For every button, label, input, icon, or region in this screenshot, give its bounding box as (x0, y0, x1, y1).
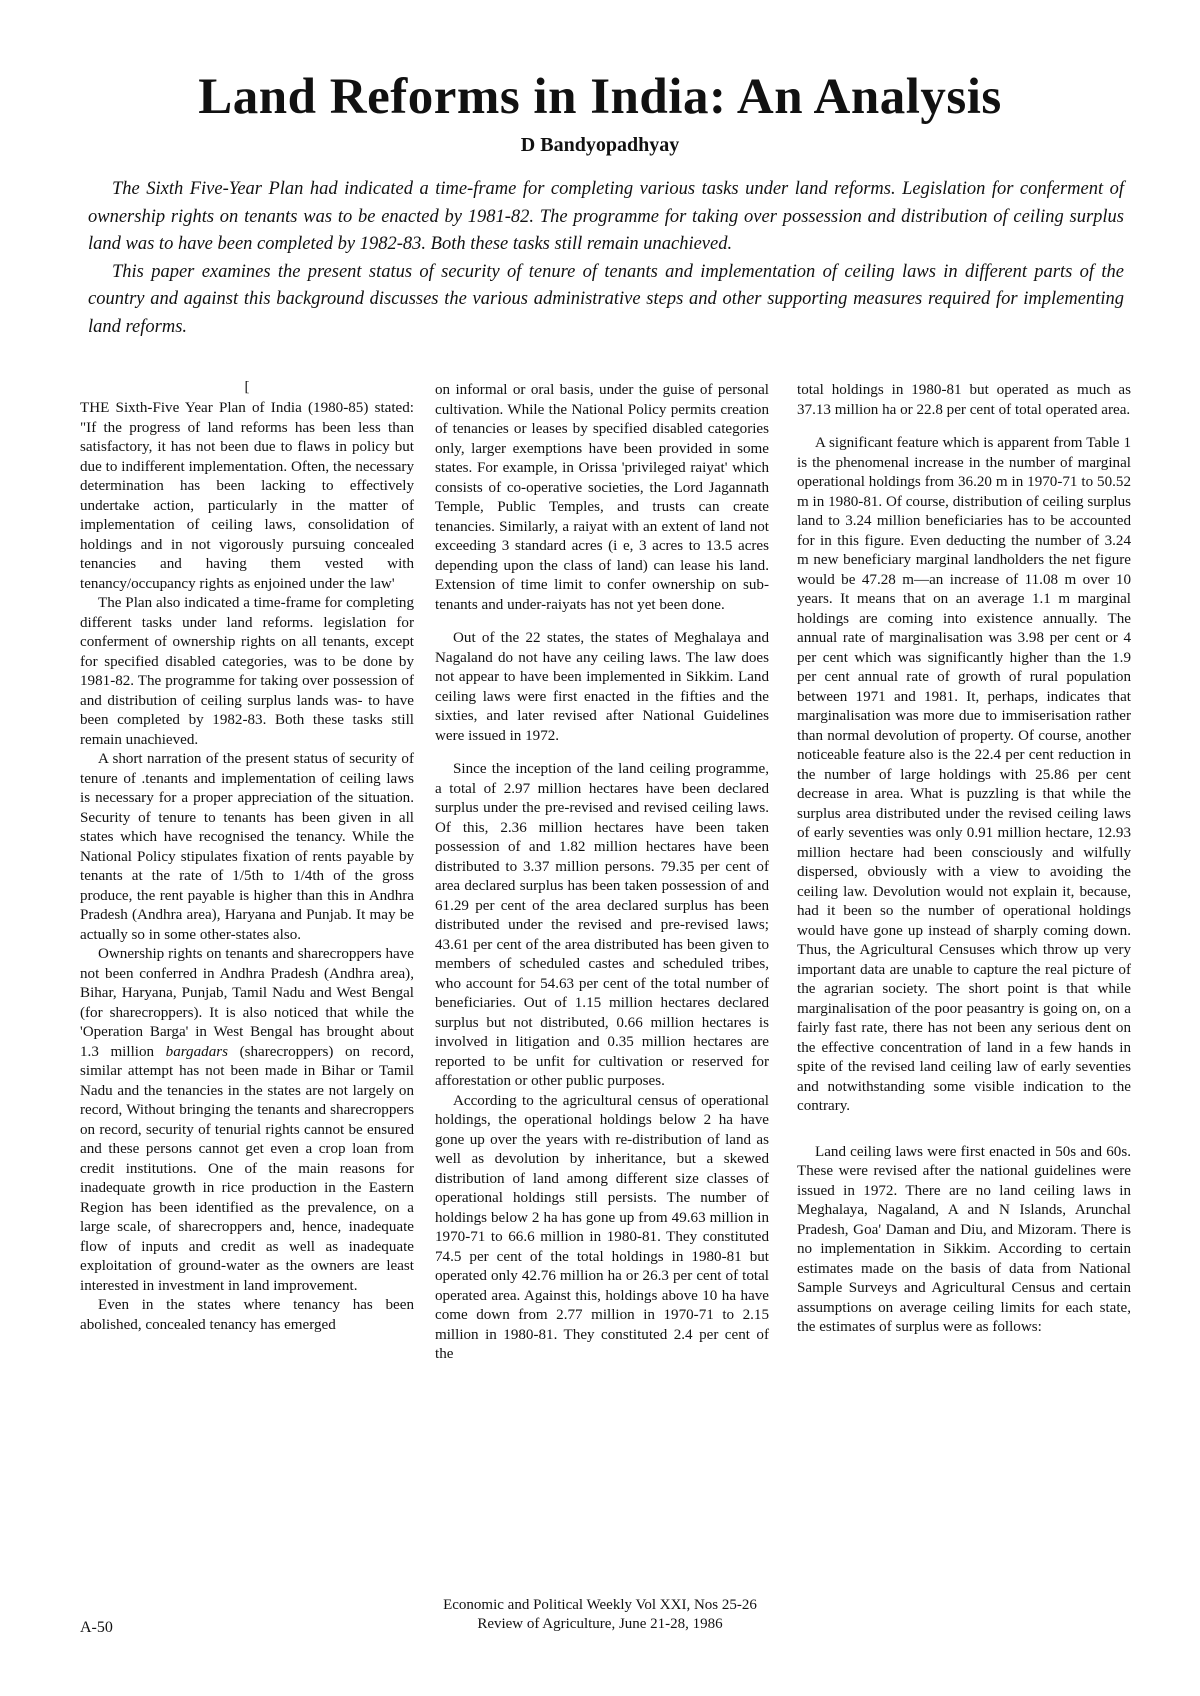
journal-line: Economic and Political Weekly Vol XXI, Nos 25-26 (443, 1597, 757, 1613)
abstract-paragraph: The Sixth Five-Year Plan had indicated a time-frame for completing various tasks under land reforms. Legislation for conferment of ownership rights on tenants was to be enacted by 1981-82. The programme for taking over possession and distribution of ceiling surplus land was to have been completed by 1982-83. Both these tasks still remain unachieved. (88, 179, 1124, 255)
body-column-2 (435, 381, 769, 1365)
body-text: (sharecroppers) on record, similar attempt has not been made in Bihar or Tamil Nadu and the tenancies in the states are not largely on record, Without bringing the tenants and sharecroppers on record, security of tenurial rights cannot be ensured and these persons cannot get even a crop loan from credit institutions. One of the main reasons for inadequate growth in rice production in the Eastern Region has been identified as the prevalence, on a large scale, of sharecroppers and, hence, inadequate flow of inputs and credit as well as inadequate exploitation of ground-water as the owners are least interested in investment in land improvement. (80, 1043, 414, 1294)
bracket-mark: [ (244, 379, 250, 395)
body-paragraph: According to the agricultural census of operational holdings, the operational holdings below 2 ha have gone up over the years with re-distribution of land as well as devolution by inheritance, but a skewed distribution of land among different size classes of operational holdings still persists. The number of holdings below 2 ha has gone up from 49.63 million in 1970-71 to 66.6 million in 1980-81. They constituted 74.5 per cent of the total holdings in 1980-81 but operated only 42.76 million ha or 26.3 per cent of total operated area. Against this, holdings above 10 ha have come down from 2.77 million in 1970-71 to 2.15 million in 1980-81. They constituted 2.4 per cent of the (435, 1092, 769, 1362)
body-paragraph (80, 945, 414, 1296)
body-column-1 (80, 377, 414, 1335)
body-paragraph: A short narration of the present status of security of tenure of .tenants and implementation of ceiling laws is necessary for a proper appreciation of the situation. Security of tenure to tenants has been given in all states which have recognised the tenancy. While the National Policy stipulates fixation of rents payable by tenants at the rate of 1/5th to 1/4th of the gross produce, the rent payable is higher than this in Andhra Pradesh (Andhra area), Haryana and Punjab. It may be actually so in some other-states also. (80, 751, 414, 943)
body-paragraph: on informal or oral basis, under the guise of personal cultivation. While the National Policy permits creation of tenancies or leases by specified disabled categories only, larger exemptions have been provided in some states. For example, in Orissa 'privileged raiyat' which consists of co-operative societies, the Lord Jagannath Temple, Public Temples, and trusts can create tenancies. Similarly, a raiyat with an extent of land not exceeding 3 standard acres (i e, 3 acres to 13.5 acres depending upon the class of land) can lease his land. Extension of time limit to confer ownership on sub-tenants and under-raiyats has not yet been done. (435, 382, 769, 613)
body-paragraph: A significant feature which is apparent from Table 1 is the phenomenal increase in the number of marginal operational holdings from 36.20 m in 1970-71 to 50.52 m in 1980-81. Of course, distribution of ceiling surplus land to 3.24 million beneficiaries has to be accounted for in this figure. Even deducting the number of 3.24 m new beneficiary marginal landholders the net figure would be 47.28 m—an increase of 11.08 m over 10 years. It means that on an average 1.1 m marginal holdings are coming into existence annually. The annual rate of marginalisation was 3.98 per cent or 4 per cent which was significantly higher than the 1.9 per cent annual rate of growth of rural population between 1971 and 1981. It, perhaps, indicates that marginalisation was more due to immiserisation rather than normal devolution of property. Of course, another noticeable feature also is the 22.4 per cent reduction in the number of large holdings with 25.86 per cent decrease in area. What is puzzling is that while the surplus area distributed under the revised ceiling laws of early seventies was only 0.91 million hectare, 12.93 million hectare had been consciously and wilfully dispersed, obviously with a view to avoiding the ceiling law. Devolution would not explain it, because, had it been so the number of operational holdings would have gone up instead of sharply coming down. Thus, the Agricultural Censuses which throw up very important data are unable to capture the real picture of the agrarian society. The short point is that while marginalisation of the poor peasantry is going on, on a fairly fast rate, there has not been any serious dent on the effective concentration of land in a few hands in spite of the revised land ceiling law of early seventies and notwithstanding some visible indication to the contrary. (797, 435, 1131, 1114)
italic-term: bargadars (165, 1043, 228, 1060)
body-paragraph: The Plan also indicated a time-frame for completing different tasks under land reforms. legislation for conferment of ownership rights on all tenants, except for specified disabled categories, was to be done by 1981-82. The programme for taking over possession of and distribution of ceiling surplus lands was- to have been completed by 1982-83. Both these tasks still remain unachieved. (80, 595, 414, 748)
abstract (88, 176, 1124, 342)
body-paragraph: total holdings in 1980-81 but operated as much as 37.13 million ha or 22.8 per cent of total operated area. (797, 382, 1131, 418)
article-author: D Bandyopadhyay (520, 134, 680, 156)
journal-footer (0, 1596, 1200, 1634)
abstract-paragraph: This paper examines the present status of security of tenure of tenants and implementation of ceiling laws in different parts of the country and against this background discusses the various administrative steps and other supporting measures required for implementing land reforms. (88, 261, 1124, 337)
body-column-3 (797, 381, 1131, 1338)
body-paragraph: THE Sixth-Five Year Plan of India (1980-85) stated: "If the progress of land reforms has been less than satisfactory, it has not been due to flaws in policy but due to indifferent implementation. Often, the necessary determination has been lacking to effectively undertake action, particularly in the matter of implementation of ceiling laws, consolidation of holdings and in not vigorously pursuing concealed tenancies and having them vested with tenancy/occupancy rights as enjoined under the law' (80, 400, 414, 592)
article-title: Land Reforms in India: An Analysis (198, 69, 1002, 125)
issue-line: Review of Agriculture, June 21-28, 1986 (477, 1616, 723, 1632)
body-paragraph: Since the inception of the land ceiling programme, a total of 2.97 million hectares have been declared surplus under the pre-revised and revised ceiling laws. Of this, 2.36 million hectares have been taken possession of and 1.82 million hectares have been distributed to 3.37 million persons. 79.35 per cent of area declared surplus has been taken possession of and 61.29 per cent of the area declared surplus has been distributed under the revised and pre-revised laws; 43.61 per cent of the area distributed has been given to members of scheduled castes and scheduled tribes, who account for 54.63 per cent of the total number of beneficiaries. Out of 1.15 million hectares declared surplus but not distributed, 0.66 million hectares is involved in litigation and 0.35 million hectares are reported to be unfit for cultivation or reserved for afforestation or other public purposes. (435, 761, 769, 1089)
body-paragraph: Even in the states where tenancy has been abolished, concealed tenancy has emerged (80, 1297, 414, 1333)
body-paragraph: Land ceiling laws were first enacted in 50s and 60s. These were revised after the national guidelines were issued in 1972. There are no land ceiling laws in Meghalaya, Nagaland, A and N Islands, Arunchal Pradesh, Goa' Daman and Diu, and Mizoram. There is no implementation in Sikkim. According to certain estimates made on the basis of data from National Sample Surveys and Agricultural Census and certain assumptions on average ceiling limits for each state, the estimates of surplus were as follows: (797, 1143, 1131, 1335)
body-text: Ownership rights on tenants and sharecroppers have not been conferred in Andhra Pradesh (Andhra area), Bihar, Haryana, Punjab, Tamil Nadu and West Bengal (for sharecroppers). It is also noticed that while the 'Operation Barga' in West Bengal has brought about 1.3 million (80, 946, 414, 1060)
body-paragraph: Out of the 22 states, the states of Meghalaya and Nagaland do not have any ceiling laws. The law does not appear to have been implemented in Sikkim. Land ceiling laws were first enacted in the fifties and the sixties, and later revised after National Guidelines were issued in 1972. (435, 630, 769, 744)
page-number: A-50 (80, 1619, 113, 1636)
